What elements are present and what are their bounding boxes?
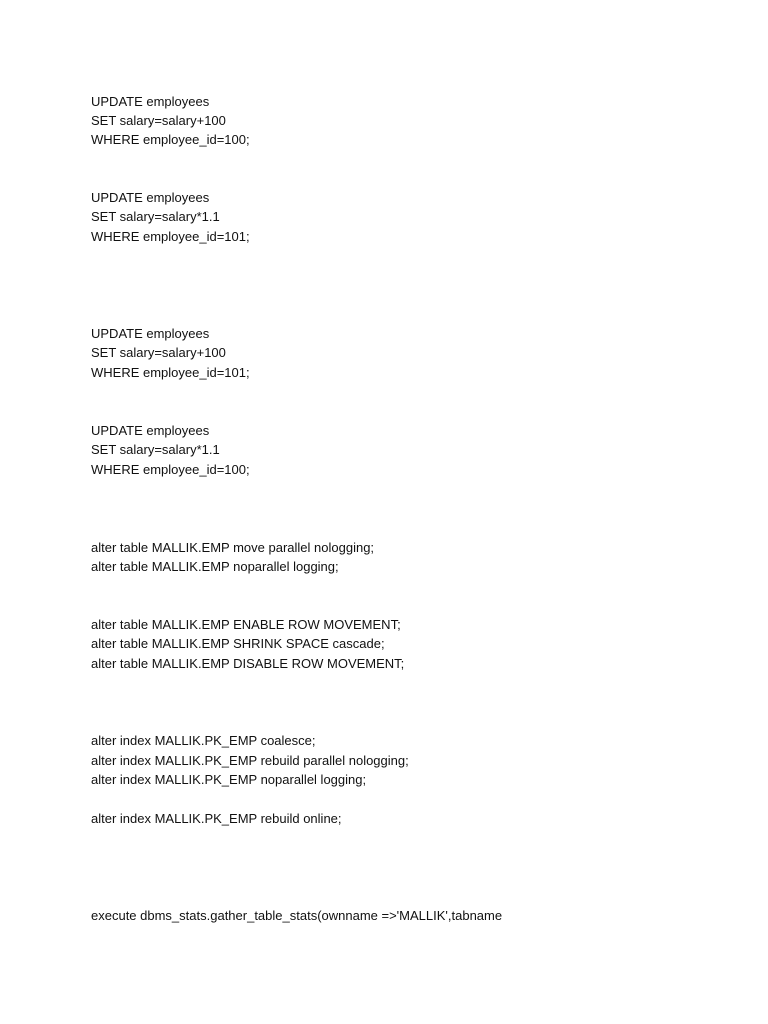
code-line: WHERE employee_id=101; bbox=[91, 365, 250, 380]
code-line: UPDATE employees bbox=[91, 94, 210, 109]
code-line: alter index MALLIK.PK_EMP noparallel logging; bbox=[91, 772, 367, 787]
code-line: SET salary=salary+100 bbox=[91, 345, 226, 360]
code-line: alter table MALLIK.EMP ENABLE ROW MOVEMENT; bbox=[91, 617, 401, 632]
code-line: WHERE employee_id=101; bbox=[91, 229, 250, 244]
code-line: SET salary=salary*1.1 bbox=[91, 209, 220, 224]
code-line: alter table MALLIK.EMP SHRINK SPACE cascade; bbox=[91, 636, 385, 651]
code-line: UPDATE employees bbox=[91, 190, 210, 205]
code-line: alter table MALLIK.EMP DISABLE ROW MOVEMENT; bbox=[91, 656, 405, 671]
code-line: WHERE employee_id=100; bbox=[91, 462, 250, 477]
code-line: alter table MALLIK.EMP noparallel logging; bbox=[91, 559, 339, 574]
code-line: alter index MALLIK.PK_EMP coalesce; bbox=[91, 733, 316, 748]
code-line: UPDATE employees bbox=[91, 423, 210, 438]
code-line: SET salary=salary+100 bbox=[91, 113, 226, 128]
code-line: SET salary=salary*1.1 bbox=[91, 442, 220, 457]
code-line: alter table MALLIK.EMP move parallel nologging; bbox=[91, 540, 375, 555]
code-line: alter index MALLIK.PK_EMP rebuild parallel nologging; bbox=[91, 753, 409, 768]
code-line: UPDATE employees bbox=[91, 326, 210, 341]
code-line: WHERE employee_id=100; bbox=[91, 132, 250, 147]
code-line: execute dbms_stats.gather_table_stats(ownname =>'MALLIK',tabname bbox=[91, 908, 503, 923]
code-line: alter index MALLIK.PK_EMP rebuild online; bbox=[91, 811, 342, 826]
